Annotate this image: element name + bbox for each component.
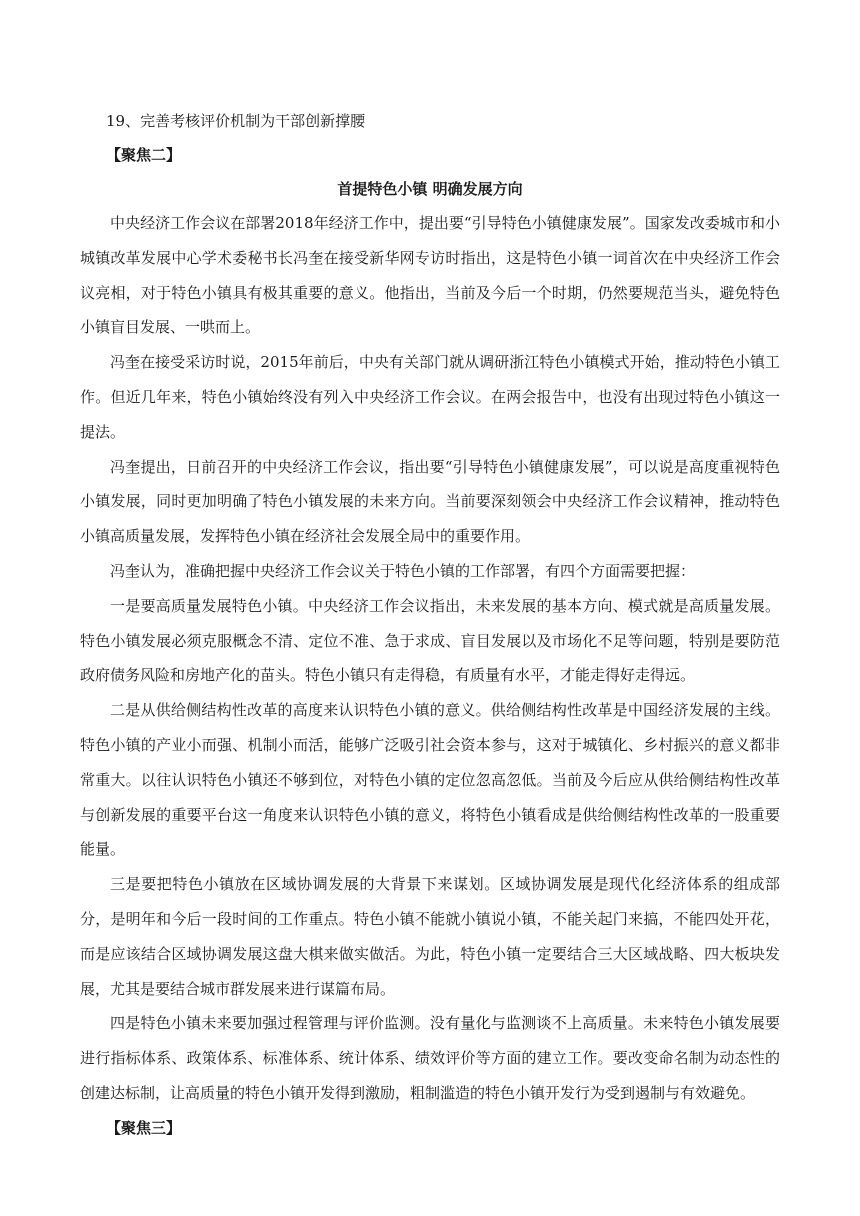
focus-two-label: 【聚焦二】 [106,146,182,164]
document-page [80,104,780,1145]
paragraph: 四是特色小镇未来要加强过程管理与评价监测。没有量化与监测谈不上高质量。未来特色小镇发展要进行指标体系、政策体系、标准体系、统计体系、绩效评价等方面的建立工作。要改变命名制为动态性的创建达标制，让高质量的特色小镇开发得到激励，粗制滥造的特色小镇开发行为受到遏制与有效避免。 [80,1014,780,1102]
paragraph: 一是要高质量发展特色小镇。中央经济工作会议指出，未来发展的基本方向、模式就是高质量发展。特色小镇发展必须克服概念不清、定位不准、急于求成、盲目发展以及市场化不足等问题，特别是要防范政府债务风险和房地产化的苗头。特色小镇只有走得稳，有质量有水平，才能走得好走得远。 [80,596,780,685]
paragraph: 冯奎提出，日前召开的中央经济工作会议，指出要“引导特色小镇健康发展”，可以说是高度重视特色小镇发展，同时更加明确了特色小镇发展的未来方向。当前要深刻领会中央经济工作会议精神，推动特色小镇高质量发展，发挥特色小镇在经济社会发展全局中的重要作用。 [80,457,780,546]
paragraph: 二是从供给侧结构性改革的高度来认识特色小镇的意义。供给侧结构性改革是中国经济发展的主线。特色小镇的产业小而强、机制小而活，能够广泛吸引社会资本参与，这对于城镇化、乡村振兴的意义都非常重大。以往认识特色小镇还不够到位，对特色小镇的定位忽高忽低。当前及今后应从供给侧结构性改革与创新发展的重要平台这一角度来认识特色小镇的意义，将特色小镇看成是供给侧结构性改革的一股重要能量。 [80,701,780,859]
paragraph: 冯奎在接受采访时说，2015年前后，中央有关部门就从调研浙江特色小镇模式开始，推动特色小镇工作。但近几年来，特色小镇始终没有列入中央经济工作会议。在两会报告中，也没有出现过特色小镇这一提法。 [80,353,780,441]
item-heading: 19、完善考核评价机制为干部创新撑腰 [106,112,366,130]
paragraph: 冯奎认为，准确把握中央经济工作会议关于特色小镇的工作部署，有四个方面需要把握： [110,561,696,580]
paragraph: 中央经济工作会议在部署2018年经济工作中，提出要“引导特色小镇健康发展”。国家发改委城市和小城镇改革发展中心学术委秘书长冯奎在接受新华网专访时指出，这是特色小镇一词首次在中央经济工作会议亮相，对于特色小镇具有极其重要的意义。他指出，当前及今后一个时期，仍然要规范当头，避免特色小镇盲目发展、一哄而上。 [80,214,780,337]
paragraph: 三是要把特色小镇放在区域协调发展的大背景下来谋划。区域协调发展是现代化经济体系的组成部分，是明年和今后一段时间的工作重点。特色小镇不能就小镇说小镇，不能关起门来搞，不能四处开花，而是应该结合区域协调发展这盘大棋来做实做活。为此，特色小镇一定要结合三大区域战略、四大板块发展，尤其是要结合城市群发展来进行谋篇布局。 [80,875,780,998]
section-title: 首提特色小镇 明确发展方向 [337,180,523,198]
focus-three-label: 【聚焦三】 [106,1118,182,1137]
